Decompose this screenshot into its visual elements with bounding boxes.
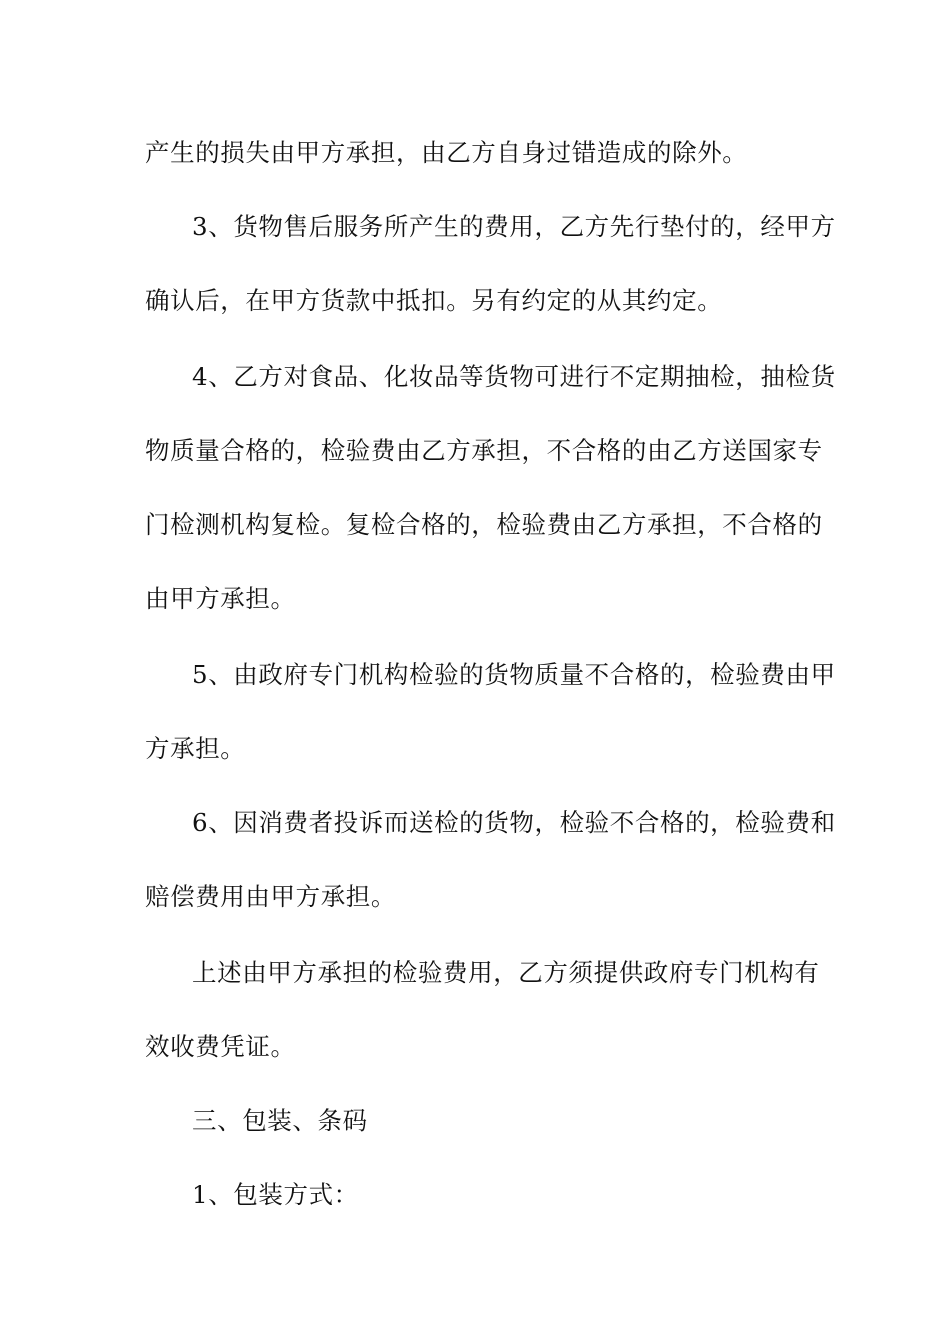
clause-5-text: 5、由政府专门机构检验的货物质量不合格的，检验费由甲 [192,660,836,689]
text-line: 赔偿费用由甲方承担。 [145,882,396,911]
note-paragraph: 上述由甲方承担的检验费用，乙方须提供政府专门机构有 [192,958,820,987]
text-line: 由甲方承担。 [145,584,296,613]
text-line: 物质量合格的，检验费由乙方承担，不合格的由乙方送国家专 [145,436,823,465]
clause-1-text: 1、包装方式： [192,1180,359,1209]
text-line: 产生的损失由甲方承担，由乙方自身过错造成的除外。 [145,138,748,167]
text-line: 确认后，在甲方货款中抵扣。另有约定的从其约定。 [145,286,723,315]
clause-3-text: 3、货物售后服务所产生的费用，乙方先行垫付的，经甲方 [192,212,836,241]
clause-4-text: 4、乙方对食品、化妆品等货物可进行不定期抽检，抽检货 [192,362,836,391]
text-line: 门检测机构复检。复检合格的，检验费由乙方承担，不合格的 [145,510,823,539]
clause-6-text: 6、因消费者投诉而送检的货物，检验不合格的，检验费和 [192,808,836,837]
text-line: 效收费凭证。 [145,1032,296,1061]
section-heading: 三、包装、条码 [192,1106,368,1135]
text-line: 方承担。 [145,734,246,763]
